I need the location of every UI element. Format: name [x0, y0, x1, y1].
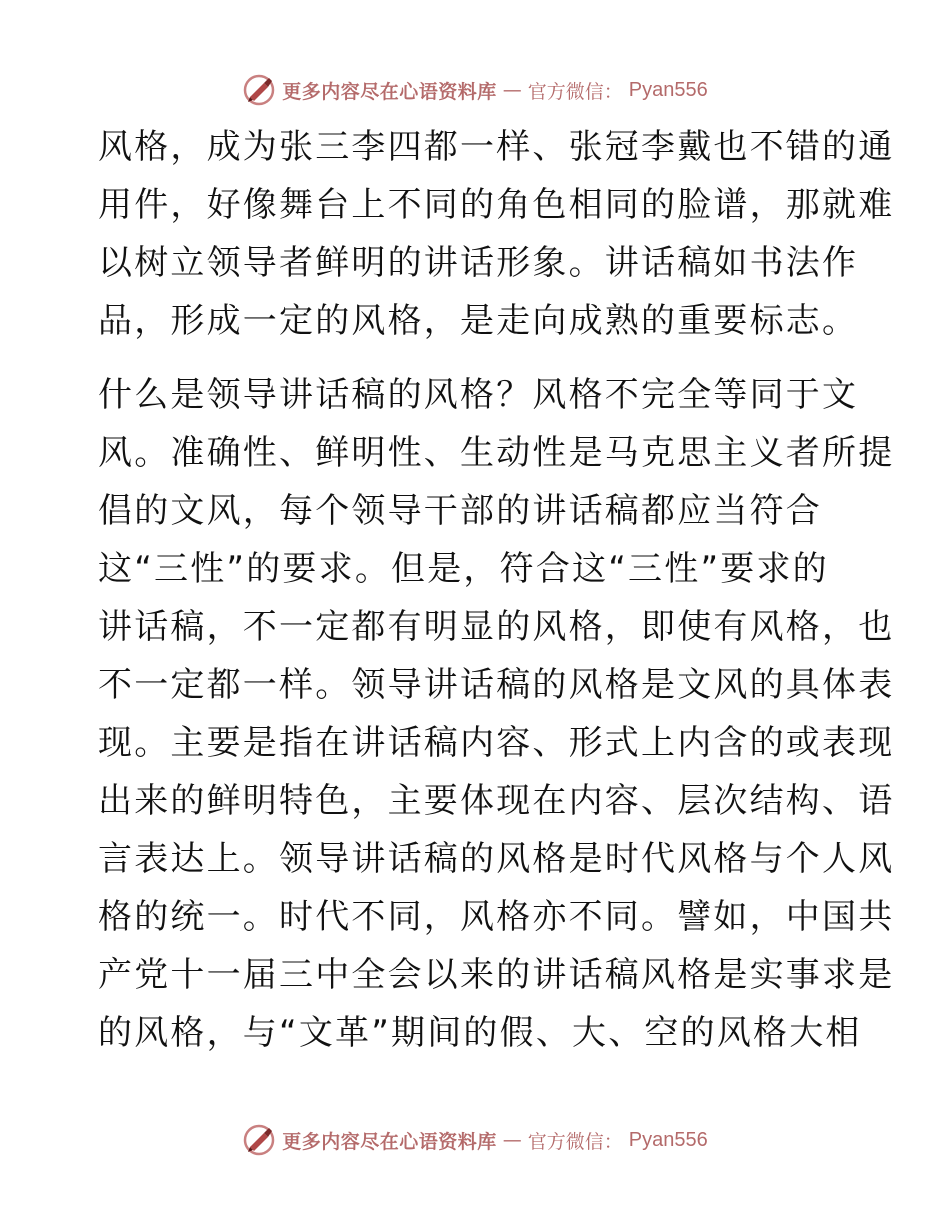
text-line: 讲话稿，不一定都有明显的风格，即使有风格，也 [98, 607, 895, 647]
text-line: 言表达上。领导讲话稿的风格是时代风格与个人风 [98, 839, 895, 879]
header-wechat-id: Pyan556 [628, 78, 708, 101]
text-line: 这“三性”的要求。但是，符合这“三性”要求的 [98, 549, 829, 589]
footer-watermark [0, 1120, 950, 1160]
text-line: 风。准确性、鲜明性、生动性是马克思主义者所提 [98, 433, 895, 473]
footer-site-text: 更多内容尽在心语资料库 [282, 1130, 497, 1153]
text-line: 产党十一届三中全会以来的讲话稿风格是实事求是 [98, 955, 895, 995]
paragraph [98, 118, 895, 350]
pen-logo-icon [242, 1123, 276, 1157]
text-line: 不一定都一样。领导讲话稿的风格是文风的具体表 [98, 665, 895, 705]
header-wechat-label: 官方微信： [527, 80, 623, 103]
document-body [98, 118, 895, 1062]
text-line: 现。主要是指在讲话稿内容、形式上内含的或表现 [98, 723, 895, 763]
text-line: 什么是领导讲话稿的风格？风格不完全等同于文 [98, 375, 859, 415]
header-site-text: 更多内容尽在心语资料库 [282, 80, 497, 103]
text-line: 出来的鲜明特色，主要体现在内容、层次结构、语 [98, 781, 895, 821]
text-line: 的风格，与“文革”期间的假、大、空的风格大相 [98, 1013, 862, 1053]
text-line: 用件，好像舞台上不同的角色相同的脸谱，那就难 [98, 185, 895, 225]
text-line: 品，形成一定的风格，是走向成熟的重要标志。 [98, 301, 859, 341]
header-separator: — [502, 79, 522, 101]
footer-wechat-id: Pyan556 [628, 1128, 708, 1151]
text-line: 格的统一。时代不同，风格亦不同。譬如，中国共 [98, 897, 895, 937]
text-line: 倡的文风，每个领导干部的讲话稿都应当符合 [98, 491, 822, 531]
paragraph [98, 366, 895, 1062]
text-line: 风格，成为张三李四都一样、张冠李戴也不错的通 [98, 127, 895, 167]
text-line: 以树立领导者鲜明的讲话形象。讲话稿如书法作 [98, 243, 859, 283]
pen-logo-icon [242, 73, 276, 107]
header-watermark [0, 70, 950, 110]
footer-separator: — [502, 1129, 522, 1151]
footer-wechat-label: 官方微信： [527, 1130, 623, 1153]
